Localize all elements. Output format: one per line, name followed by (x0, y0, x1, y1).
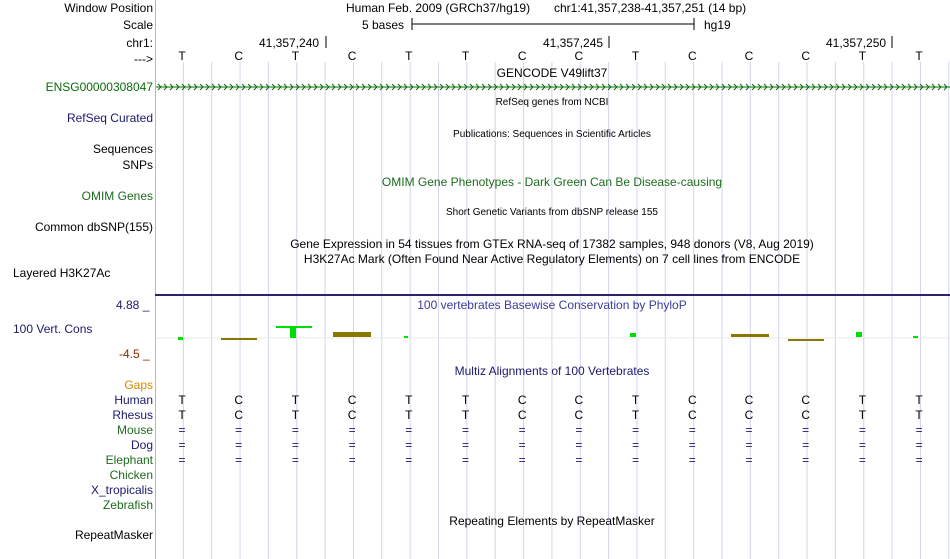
alignment-cell-human: T (915, 393, 923, 407)
phylop-bar-5 (404, 336, 408, 338)
h3k27ac-track-label[interactable]: Layered H3K27Ac (13, 266, 111, 280)
alignment-cell-human: T (858, 393, 867, 407)
alignment-cell-mouse: = (575, 423, 583, 437)
ruler-base: T (178, 49, 186, 63)
gencode-gene-label[interactable]: ENSG00000308047 (45, 80, 153, 94)
ruler-base: T (915, 49, 923, 63)
alignment-cell-elephant: = (291, 453, 299, 467)
phylop-bar-0 (178, 337, 183, 340)
ruler-base: C (687, 49, 697, 63)
alignment-cell-mouse: = (745, 423, 753, 437)
window-position-label: Window Position (64, 1, 153, 15)
alignment-cell-elephant: = (235, 453, 243, 467)
strand-label: ---> (134, 52, 153, 66)
alignment-cell-mouse: = (461, 423, 469, 437)
alignment-cell-mouse: = (291, 423, 299, 437)
h3k27ac-track-title[interactable]: H3K27Ac Mark (Often Found Near Active Regulatory Elements) on 7 cell lines from ENCODE (303, 252, 801, 266)
alignment-cell-elephant: = (802, 453, 810, 467)
alignment-cell-elephant: = (688, 453, 696, 467)
alignment-cell-dog: = (178, 438, 186, 452)
species-label-rhesus[interactable]: Rhesus (112, 408, 153, 422)
alignment-cell-rhesus: C (687, 408, 697, 422)
snps-track-label[interactable]: SNPs (122, 158, 153, 172)
alignment-cell-human: C (574, 393, 584, 407)
alignment-cell-mouse: = (915, 423, 923, 437)
ruler-base: T (631, 49, 640, 63)
alignment-cell-human: C (347, 393, 357, 407)
species-label-human[interactable]: Human (114, 393, 153, 407)
dbsnp-track-label[interactable]: Common dbSNP(155) (34, 220, 153, 234)
alignment-cell-human: T (178, 393, 186, 407)
phylop-bar-8 (788, 339, 824, 341)
alignment-cell-elephant: = (348, 453, 356, 467)
phylop-bar-3 (290, 328, 296, 338)
coord-label-2: 41,357,245 (543, 36, 604, 50)
alignment-cell-human: T (631, 393, 640, 407)
alignment-cell-rhesus: T (461, 408, 470, 422)
phylop-bar-10 (913, 336, 918, 338)
alignment-cell-dog: = (405, 438, 413, 452)
ruler-base: T (858, 49, 867, 63)
alignment-cell-dog: = (518, 438, 526, 452)
repeatmasker-track-label[interactable]: RepeatMasker (74, 528, 153, 542)
ruler-base: T (461, 49, 470, 63)
alignment-cell-elephant: = (915, 453, 923, 467)
alignment-cell-human: C (744, 393, 754, 407)
alignment-cell-elephant: = (632, 453, 640, 467)
chrom-label: chr1: (126, 36, 153, 50)
alignment-cell-dog: = (802, 438, 810, 452)
alignment-cell-elephant: = (405, 453, 413, 467)
scale-bar-text: 5 bases (362, 18, 405, 32)
alignment-cell-rhesus: C (574, 408, 584, 422)
alignment-cell-dog: = (858, 438, 866, 452)
alignment-cell-elephant: = (461, 453, 469, 467)
alignment-cell-human: T (291, 393, 300, 407)
phylop-bar-7 (731, 334, 769, 337)
sequences-track-label[interactable]: Sequences (92, 142, 153, 156)
ruler-base: C (744, 49, 754, 63)
phylop-track-title[interactable]: 100 vertebrates Basewise Conservation by PhyloP (417, 298, 687, 312)
alignment-cell-mouse: = (858, 423, 866, 437)
alignment-cell-mouse: = (178, 423, 186, 437)
alignment-cell-elephant: = (745, 453, 753, 467)
phylop-bar-2 (276, 326, 312, 328)
omim-track-label[interactable]: OMIM Genes (81, 189, 153, 203)
alignment-cell-human: T (461, 393, 470, 407)
alignment-cell-mouse: = (405, 423, 413, 437)
phylop-max-label: 4.88 _ (116, 298, 150, 312)
alignment-cell-human: C (687, 393, 697, 407)
alignment-cell-dog: = (632, 438, 640, 452)
omim-track-title[interactable]: OMIM Gene Phenotypes - Dark Green Can Be Disease-causing (381, 175, 723, 189)
alignment-cell-mouse: = (235, 423, 243, 437)
ruler-base: C (234, 49, 244, 63)
scale-label: Scale (122, 18, 153, 32)
alignment-cell-rhesus: T (915, 408, 923, 422)
alignment-cell-human: C (234, 393, 244, 407)
alignment-cell-dog: = (575, 438, 583, 452)
alignment-cell-elephant: = (178, 453, 186, 467)
alignment-cell-dog: = (235, 438, 243, 452)
species-label-x_tropicalis[interactable]: X_tropicalis (90, 483, 153, 497)
alignment-cell-dog: = (461, 438, 469, 452)
alignment-cell-rhesus: T (178, 408, 186, 422)
alignment-cell-rhesus: C (517, 408, 527, 422)
alignment-cell-rhesus: T (631, 408, 640, 422)
repeatmasker-track-title[interactable]: Repeating Elements by RepeatMasker (449, 514, 655, 528)
species-label-mouse[interactable]: Mouse (116, 423, 153, 437)
alignment-cell-rhesus: T (405, 408, 413, 422)
ruler-base: C (347, 49, 357, 63)
alignment-cell-rhesus: C (801, 408, 811, 422)
alignment-cell-human: C (517, 393, 527, 407)
alignment-cell-dog: = (291, 438, 299, 452)
species-label-elephant[interactable]: Elephant (105, 453, 153, 467)
coord-label-1: 41,357,240 (259, 36, 320, 50)
species-label-dog[interactable]: Dog (130, 438, 153, 452)
assembly-text: Human Feb. 2009 (GRCh37/hg19) (346, 1, 531, 15)
refseq-track-title[interactable]: RefSeq genes from NCBI (495, 97, 609, 108)
scale-assembly-text: hg19 (704, 18, 731, 32)
gencode-track-title[interactable]: GENCODE V49lift37 (496, 66, 608, 80)
alignment-cell-dog: = (745, 438, 753, 452)
coord-label-3: 41,357,250 (826, 36, 887, 50)
publications-track-title[interactable]: Publications: Sequences in Scientific Articles (453, 129, 651, 140)
alignment-cell-dog: = (688, 438, 696, 452)
refseq-track-label[interactable]: RefSeq Curated (66, 111, 153, 125)
phylop-bar-9 (856, 332, 862, 337)
alignment-cell-dog: = (348, 438, 356, 452)
alignment-cell-elephant: = (858, 453, 866, 467)
alignment-cell-human: C (801, 393, 811, 407)
ruler-base: T (291, 49, 300, 63)
position-text: chr1:41,357,238-41,357,251 (14 bp) (554, 1, 747, 15)
species-label-chicken[interactable]: Chicken (109, 468, 153, 482)
phylop-min-label: -4.5 _ (119, 347, 150, 361)
gaps-label: Gaps (124, 378, 153, 392)
alignment-cell-human: T (405, 393, 413, 407)
alignment-cell-rhesus: C (347, 408, 357, 422)
alignment-cell-dog: = (915, 438, 923, 452)
alignment-cell-mouse: = (632, 423, 640, 437)
alignment-cell-elephant: = (518, 453, 526, 467)
phylop-bar-4 (333, 332, 371, 337)
multiz-track-title[interactable]: Multiz Alignments of 100 Vertebrates (454, 364, 650, 378)
ruler-base: C (574, 49, 584, 63)
ruler-base: C (801, 49, 811, 63)
phylop-track-label[interactable]: 100 Vert. Cons (13, 322, 93, 336)
phylop-bar-6 (630, 333, 636, 337)
alignment-cell-rhesus: C (744, 408, 754, 422)
gtex-track-title[interactable]: Gene Expression in 54 tissues from GTEx RNA-seq of 17382 samples, 948 donors (V8, Aug 2019) (290, 237, 814, 251)
alignment-cell-elephant: = (575, 453, 583, 467)
alignment-cell-mouse: = (518, 423, 526, 437)
alignment-cell-mouse: = (348, 423, 356, 437)
alignment-cell-rhesus: T (291, 408, 300, 422)
alignment-cell-mouse: = (802, 423, 810, 437)
alignment-cell-mouse: = (688, 423, 696, 437)
ruler-base: T (405, 49, 413, 63)
phylop-bar-1 (221, 338, 257, 340)
species-label-zebrafish[interactable]: Zebrafish (102, 498, 153, 512)
alignment-cell-rhesus: C (234, 408, 244, 422)
dbsnp-track-title[interactable]: Short Genetic Variants from dbSNP release 155 (446, 207, 658, 218)
alignment-cell-rhesus: T (858, 408, 867, 422)
ruler-base: C (517, 49, 527, 63)
